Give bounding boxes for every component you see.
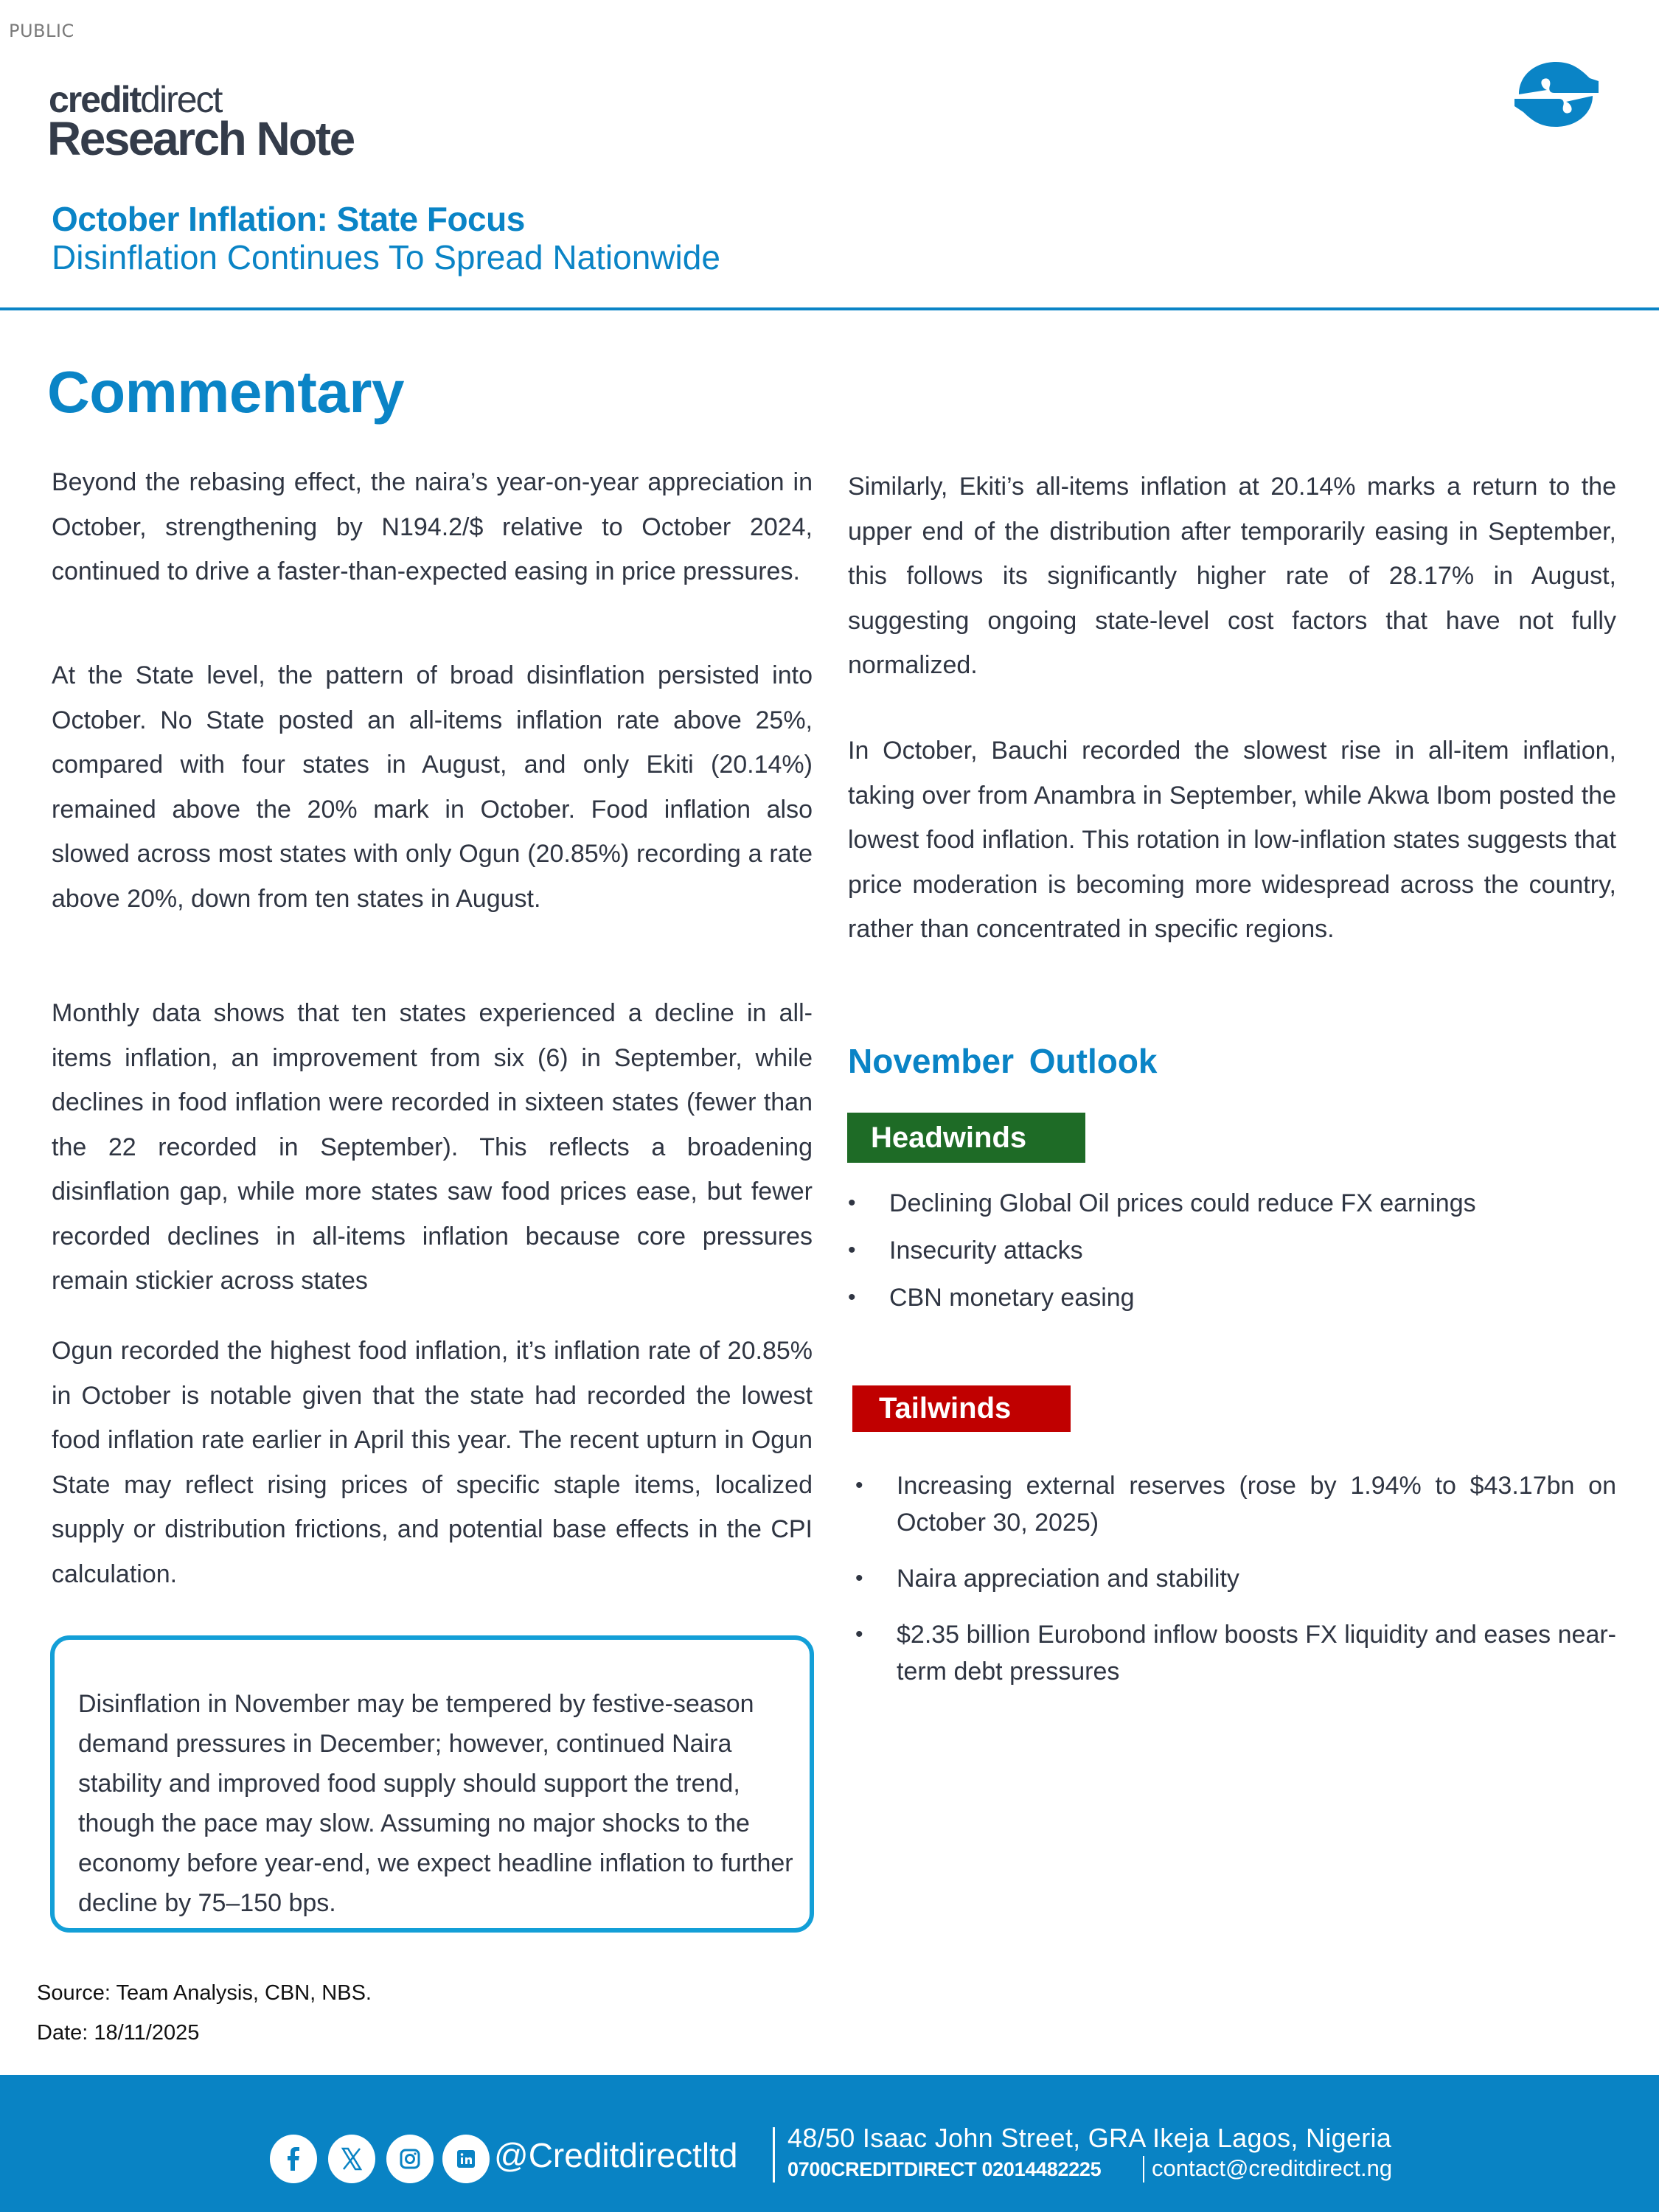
paragraph-text: Similarly, Ekiti’s all-items inflation at 20.14% marks a return to the upper end of the distribution after temporarily easing in September, this follows its significantly higher rate of 28.17% in August, suggesting ongoing state-level cost factors that have not fully normalized. — [848, 473, 1616, 679]
bullet-icon: • — [848, 1238, 856, 1262]
report-title: October Inflation: State Focus — [52, 200, 525, 238]
list-item — [855, 1467, 1616, 1541]
office-address: 48/50 Isaac John Street, GRA Ikeja Lagos, Nigeria — [787, 2123, 1392, 2153]
paragraph-text: Beyond the rebasing effect, the naira’s year-on-year appreciation in October, strengthening by N194.2/$ relative to October 2024, continued to drive a faster-than-expected easing in price pressures. — [52, 468, 813, 585]
headwinds-label — [847, 1113, 1085, 1163]
list-item — [848, 1279, 1622, 1316]
tailwinds-label — [852, 1385, 1071, 1432]
bullet-icon: • — [855, 1473, 863, 1498]
commentary-paragraph-4 — [52, 1329, 813, 1596]
commentary-heading: Commentary — [47, 359, 405, 425]
social-handle[interactable]: @Creditdirectltd — [494, 2136, 738, 2174]
creditdirect-s-logo-icon — [1513, 60, 1599, 128]
paragraph-text: Monthly data shows that ten states experienced a decline in all-items inflation, an improvement from six (6) in September, while declines in food inflation were recorded in sixteen states (fewer than the 22 recorded in September). This reflects a broadening disinflation gap, while more states saw food prices ease, but fewer recorded declines in all-items inflation because core pressures remain stickier across states — [52, 999, 813, 1295]
commentary-paragraph-1 — [52, 460, 813, 594]
footer-separator — [1143, 2156, 1144, 2183]
footer-separator — [773, 2127, 775, 2183]
list-item-text: Insecurity attacks — [889, 1237, 1083, 1265]
list-item-text: Naira appreciation and stability — [897, 1565, 1239, 1593]
linkedin-icon[interactable] — [442, 2135, 490, 2183]
november-outlook-heading: November Outlook — [848, 1042, 1158, 1080]
list-item — [848, 1232, 1622, 1269]
bullet-icon: • — [848, 1191, 856, 1215]
list-item — [855, 1560, 1616, 1597]
list-item — [855, 1616, 1616, 1690]
commentary-paragraph-3 — [52, 991, 813, 1304]
tailwinds-label-text: Tailwinds — [879, 1392, 1012, 1425]
list-item-text: $2.35 billion Eurobond inflow boosts FX liquidity and eases near-term debt pressures — [897, 1621, 1616, 1686]
paragraph-text: Ogun recorded the highest food inflation, it’s inflation rate of 20.85% in October is notable given that the state had recorded the lowest food inflation rate earlier in April this year. The recent upturn in Ogun State may reflect rising prices of specific staple items, localized supply or distribution frictions, and potential base effects in the CPI calculation. — [52, 1337, 813, 1588]
instagram-icon[interactable] — [386, 2135, 434, 2183]
header-divider — [0, 307, 1659, 310]
publication-type: Research Note — [47, 112, 354, 165]
list-item-text: Increasing external reserves (rose by 1.94% to $43.17bn on October 30, 2025) — [897, 1472, 1616, 1537]
commentary-paragraph-5 — [848, 465, 1616, 688]
list-item-text: Declining Global Oil prices could reduce FX earnings — [889, 1189, 1476, 1217]
tailwinds-list — [855, 1467, 1616, 1709]
commentary-paragraph-6 — [848, 728, 1616, 952]
list-item-text: CBN monetary easing — [889, 1284, 1135, 1312]
phone-numbers[interactable]: 0700CREDITDIRECT 02014482225 — [787, 2158, 1102, 2180]
contact-email-link[interactable]: contact@creditdirect.ng — [1152, 2155, 1393, 2181]
bullet-icon: • — [848, 1285, 856, 1310]
brand-direct: direct — [140, 79, 222, 120]
commentary-paragraph-2 — [52, 653, 813, 921]
publication-date: Date: 18/11/2025 — [37, 2021, 200, 2045]
facebook-icon[interactable] — [270, 2135, 317, 2183]
paragraph-text: In October, Bauchi recorded the slowest rise in all-item inflation, taking over from Anambra in September, while Akwa Ibom posted the lowest food inflation. This rotation in low-inflation states suggests that price moderation is becoming more widespread across the country, rather than concentrated in specific regions. — [848, 737, 1616, 943]
bullet-icon: • — [855, 1622, 863, 1646]
source-note: Source: Team Analysis, CBN, NBS. — [37, 1981, 372, 2005]
paragraph-text: At the State level, the pattern of broad disinflation persisted into October. No State posted an all-items inflation rate above 25%, compared with four states in August, and only Ekiti (20.14%) remained above the 20% mark in October. Food inflation also slowed across most states with only Ogun (20.85%) recording a rate above 20%, down from ten states in August. — [52, 661, 813, 913]
bullet-icon: • — [855, 1566, 863, 1590]
forecast-callout-box — [50, 1635, 814, 1933]
headwinds-label-text: Headwinds — [871, 1121, 1027, 1154]
headwinds-list — [848, 1185, 1622, 1326]
classification-label: PUBLIC — [9, 21, 74, 41]
x-twitter-icon[interactable] — [328, 2135, 375, 2183]
brand-credit: credit — [49, 79, 141, 120]
report-subtitle: Disinflation Continues To Spread Nationwide — [52, 238, 720, 276]
list-item — [848, 1185, 1622, 1222]
callout-text: Disinflation in November may be tempered by festive-season demand pressures in December; however, continued Naira stability and improved food supply should support the trend, though the pace may slow. Assuming no major shocks to the economy before year-end, we expect headline inflation to further decline by 75–150 bps. — [78, 1690, 793, 1917]
